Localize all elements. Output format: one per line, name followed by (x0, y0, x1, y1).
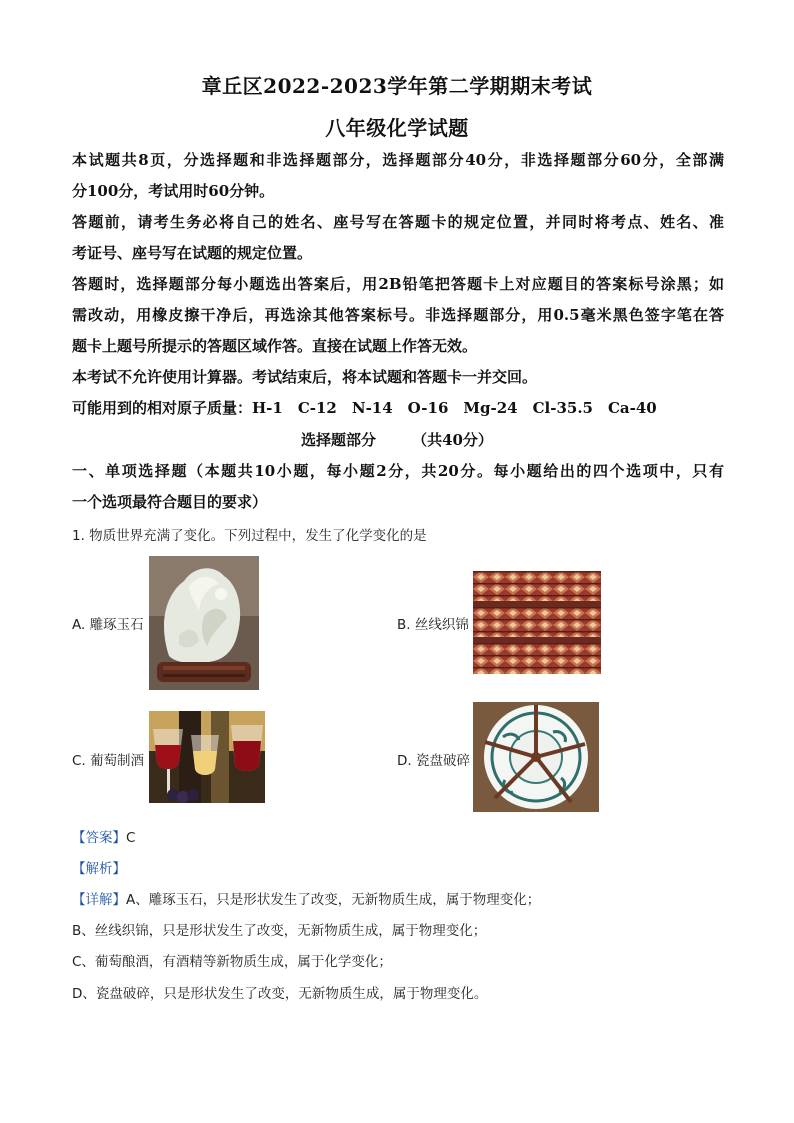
instruction-line: 考证号、座号写在试题的规定位置。 (72, 244, 313, 262)
broken-plate-image (473, 702, 599, 812)
explanation-a: A、雕琢玉石，只是形状发生了改变，无新物质生成，属于物理变化； (126, 892, 541, 908)
option-a-label: A. 雕琢玉石 (72, 617, 144, 633)
analysis-line (72, 857, 126, 877)
option-b-label: B. 丝线织锦 (397, 617, 469, 633)
exam-subtitle: 八年级化学试题 (325, 116, 469, 140)
explanation-line (72, 888, 540, 908)
detail-tag: 【详解】 (72, 892, 126, 908)
question-stem: 1. 物质世界充满了变化。下列过程中，发生了化学变化的是 (72, 528, 427, 544)
instruction-line: 答题时，选择题部分每小题选出答案后，用2B铅笔把答题卡上对应题目的答案标号涂黑；如 (72, 275, 724, 293)
exam-title: 章丘区2022-2023学年第二学期期末考试 (201, 74, 593, 98)
answer-value: C (126, 830, 136, 846)
part-heading: 一、单项选择题（本题共10小题，每小题2分，共20分。每小题给出的四个选项中，只有 (72, 462, 724, 480)
answer-line (72, 826, 135, 846)
instruction-line: 题卡上题号所提示的答题区域作答。直接在试题上作答无效。 (72, 337, 478, 355)
explanation-c: C、葡萄酿酒，有酒精等新物质生成，属于化学变化； (72, 954, 392, 970)
section-name: 选择题部分 (301, 431, 377, 449)
wine-glasses-image (149, 711, 265, 803)
explanation-d: D、瓷盘破碎，只是形状发生了改变，无新物质生成，属于物理变化。 (72, 986, 488, 1002)
option-c-label: C. 葡萄制酒 (72, 753, 145, 769)
section-heading (0, 429, 794, 450)
explanation-b: B、丝线织锦，只是形状发生了改变，无新物质生成，属于物理变化； (72, 923, 487, 939)
instruction-line: 本考试不允许使用计算器。考试结束后，将本试题和答题卡一并交回。 (72, 368, 538, 386)
atomic-mass-line: 可能用到的相对原子质量：H-1 C-12 N-14 O-16 Mg-24 Cl-35.5 Ca-40 (72, 399, 657, 417)
instruction-line: 答题前，请考生务必将自己的姓名、座号写在答题卡的规定位置，并同时将考点、姓名、准 (72, 213, 724, 231)
instruction-line: 分100分，考试用时60分钟。 (72, 182, 275, 200)
analysis-tag: 【解析】 (72, 861, 126, 877)
instruction-line: 本试题共8页，分选择题和非选择题部分，选择题部分40分，非选择题部分60分，全部满 (72, 151, 724, 169)
jade-carving-image (149, 556, 259, 690)
section-score: （共40分） (412, 431, 493, 449)
answer-tag: 【答案】 (72, 830, 126, 846)
part-heading: 一个选项最符合题目的要求） (72, 493, 268, 511)
instruction-line: 需改动，用橡皮擦干净后，再选涂其他答案标号。非选择题部分，用0.5毫米黑色签字笔在答 (72, 306, 724, 324)
brocade-image (473, 571, 601, 674)
option-d-label: D. 瓷盘破碎 (397, 753, 470, 769)
